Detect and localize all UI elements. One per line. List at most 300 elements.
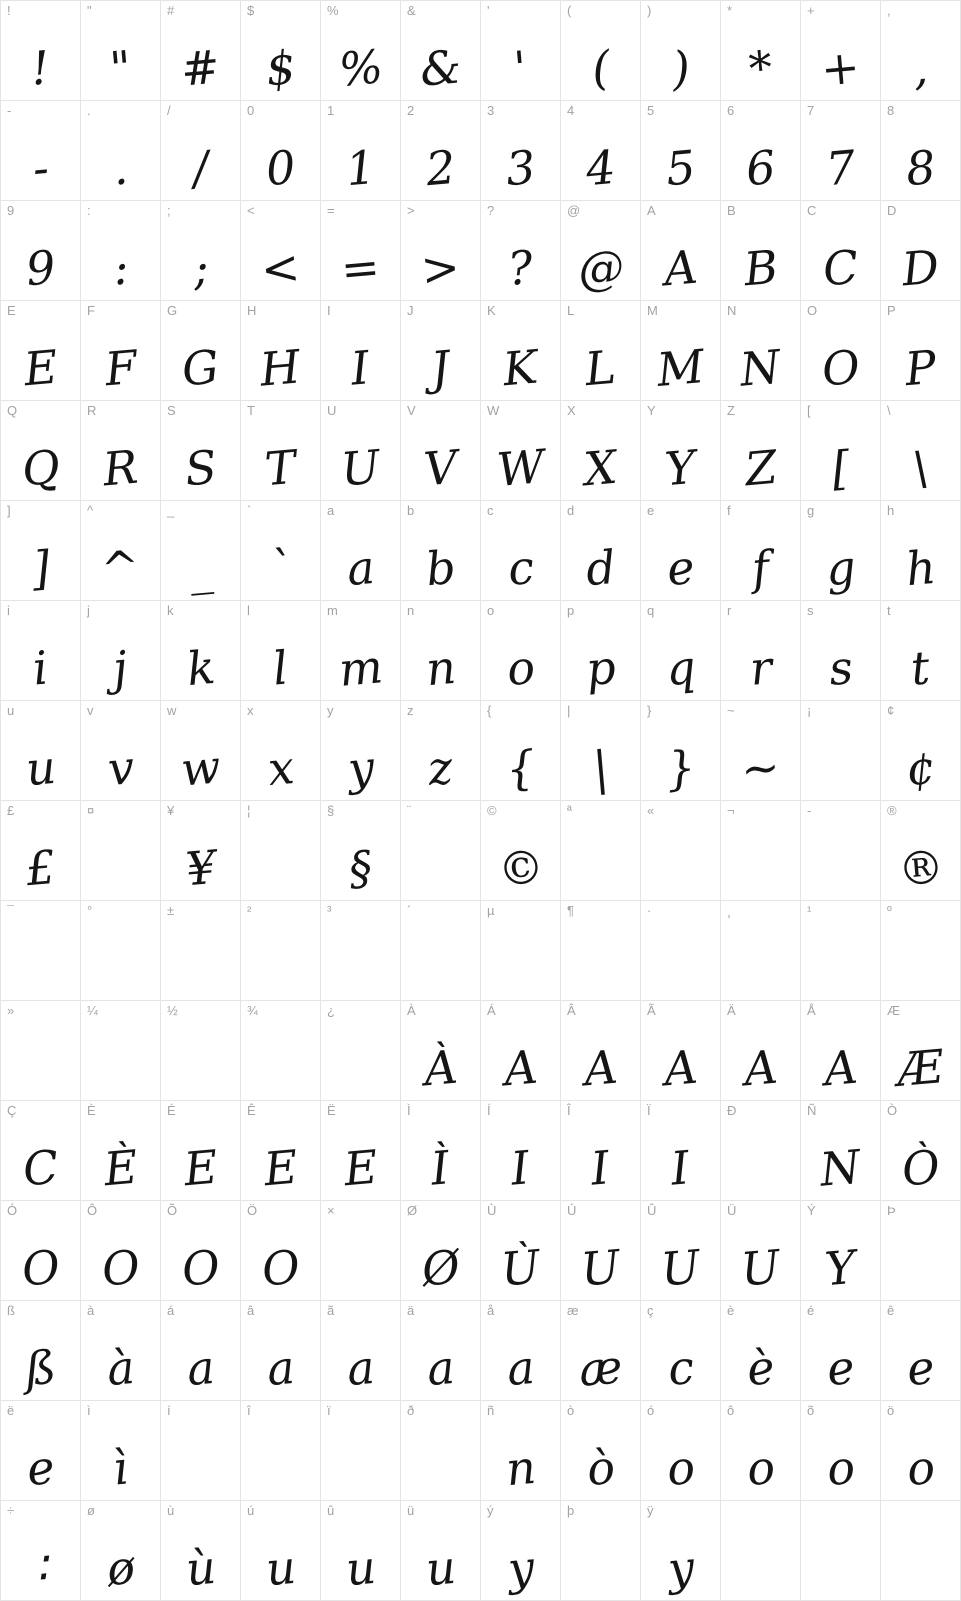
character-code-label: M — [647, 303, 658, 318]
font-glyph: t — [908, 640, 933, 696]
charmap-cell — [641, 901, 721, 1001]
font-glyph: ì — [110, 1440, 131, 1496]
charmap-cell — [721, 101, 801, 201]
character-code-label: Ü — [727, 1203, 737, 1218]
font-glyph: J — [428, 340, 453, 396]
font-glyph: a — [344, 1339, 377, 1397]
font-glyph: ∶ — [32, 1540, 49, 1596]
character-code-label: æ — [567, 1303, 579, 1318]
charmap-cell — [161, 101, 241, 201]
font-glyph: V — [421, 439, 460, 497]
character-code-label: Ö — [247, 1203, 258, 1218]
font-glyph: O — [179, 1239, 222, 1297]
character-code-label: D — [887, 203, 897, 218]
font-glyph: e — [664, 539, 697, 597]
character-code-label: ¡ — [807, 703, 812, 718]
font-glyph: d — [583, 539, 618, 597]
character-code-label: Å — [807, 1003, 816, 1018]
character-code-label: ñ — [487, 1403, 495, 1418]
charmap-cell — [641, 101, 721, 201]
character-code-label: 5 — [647, 103, 655, 118]
font-glyph: 8 — [903, 139, 938, 197]
font-glyph: e — [824, 1339, 857, 1397]
font-glyph: a — [504, 1339, 537, 1397]
charmap-cell — [481, 701, 561, 801]
character-code-label: à — [87, 1303, 95, 1318]
character-code-label: : — [87, 203, 91, 218]
character-code-label: d — [567, 503, 575, 518]
character-code-label: v — [87, 703, 94, 718]
character-code-label: ë — [7, 1403, 15, 1418]
charmap-cell — [561, 1201, 641, 1301]
character-code-label: ç — [647, 1303, 654, 1318]
font-glyph: S — [182, 439, 219, 497]
character-code-label: ½ — [167, 1003, 178, 1018]
character-code-label: ö — [887, 1403, 895, 1418]
character-code-label: ü — [407, 1503, 415, 1518]
charmap-cell — [881, 1001, 961, 1101]
charmap-cell — [801, 301, 881, 401]
font-glyph: a — [184, 1339, 217, 1397]
character-code-label: û — [327, 1503, 335, 1518]
character-code-label: Ô — [87, 1203, 98, 1218]
font-glyph: n — [423, 639, 458, 697]
font-glyph: E — [341, 1139, 380, 1197]
character-code-label: ß — [7, 1303, 15, 1318]
character-code-label: Y — [647, 403, 656, 418]
charmap-cell — [561, 1301, 641, 1401]
character-code-label: î — [247, 1403, 251, 1418]
charmap-cell — [481, 901, 561, 1001]
charmap-cell — [641, 301, 721, 401]
charmap-cell — [641, 501, 721, 601]
font-glyph: E — [261, 1139, 300, 1197]
charmap-cell — [1, 1, 81, 101]
charmap-cell — [321, 401, 401, 501]
font-glyph: O — [99, 1239, 142, 1297]
charmap-cell — [161, 1, 241, 101]
charmap-cell — [481, 501, 561, 601]
charmap-cell — [161, 1301, 241, 1401]
character-code-label: S — [167, 403, 176, 418]
charmap-cell — [321, 101, 401, 201]
font-glyph: E — [21, 339, 60, 397]
character-code-label: C — [807, 203, 817, 218]
charmap-cell — [881, 1201, 961, 1301]
character-code-label: « — [647, 803, 655, 818]
character-code-label: ò — [567, 1403, 575, 1418]
charmap-cell — [801, 401, 881, 501]
character-code-label: e — [647, 503, 655, 518]
charmap-cell — [241, 501, 321, 601]
charmap-cell — [561, 501, 641, 601]
charmap-cell — [801, 1, 881, 101]
font-glyph: è — [744, 1339, 777, 1397]
font-glyph: M — [654, 339, 707, 397]
character-code-label: y — [327, 703, 334, 718]
character-code-label: Ý — [807, 1203, 816, 1218]
character-code-label: U — [327, 403, 337, 418]
font-glyph: e — [904, 1339, 937, 1397]
charmap-cell — [641, 601, 721, 701]
font-glyph: F — [102, 339, 139, 397]
character-code-label: ° — [87, 903, 93, 918]
font-glyph: i — [30, 640, 51, 696]
character-code-label: ] — [7, 503, 11, 518]
charmap-cell — [1, 601, 81, 701]
charmap-cell — [801, 1201, 881, 1301]
character-code-label: Ð — [727, 1103, 737, 1118]
charmap-cell — [401, 701, 481, 801]
charmap-cell — [81, 101, 161, 201]
character-code-label: h — [887, 503, 895, 518]
charmap-cell — [1, 901, 81, 1001]
character-code-label: L — [567, 303, 575, 318]
charmap-cell — [641, 1001, 721, 1101]
font-glyph: 2 — [423, 139, 458, 197]
charmap-cell — [801, 701, 881, 801]
charmap-cell — [561, 1101, 641, 1201]
character-code-label: c — [487, 503, 494, 518]
character-code-label: 4 — [567, 103, 575, 118]
charmap-cell — [721, 1301, 801, 1401]
character-code-label: ÷ — [7, 1503, 15, 1518]
character-code-label: á — [167, 1303, 175, 1318]
character-code-label: 1 — [327, 103, 335, 118]
charmap-cell — [1, 1001, 81, 1101]
font-glyph: # — [178, 39, 223, 97]
character-code-label: ¨ — [407, 803, 412, 818]
character-code-label: Î — [567, 1103, 571, 1118]
character-code-label: ' — [487, 3, 490, 18]
charmap-cell — [481, 201, 561, 301]
font-glyph: m — [336, 639, 385, 697]
character-code-label: G — [167, 303, 178, 318]
font-glyph: a — [264, 1339, 297, 1397]
charmap-cell — [721, 601, 801, 701]
character-code-label: » — [7, 1003, 15, 1018]
character-code-label: ³ — [327, 903, 332, 918]
character-code-label: Æ — [887, 1003, 900, 1018]
charmap-cell — [321, 501, 401, 601]
character-code-label: ( — [567, 3, 572, 18]
character-code-label: z — [407, 703, 414, 718]
font-glyph: A — [661, 239, 700, 297]
charmap-cell — [641, 1201, 721, 1301]
charmap-cell — [801, 801, 881, 901]
character-code-label: ú — [247, 1503, 255, 1518]
character-code-label: Ú — [567, 1203, 577, 1218]
charmap-cell — [321, 1501, 401, 1601]
font-glyph: A — [581, 1039, 620, 1097]
charmap-cell — [721, 1401, 801, 1501]
font-glyph: à — [104, 1339, 137, 1397]
character-code-label: ; — [167, 203, 171, 218]
font-glyph: U — [658, 1239, 703, 1297]
charmap-cell — [481, 1201, 561, 1301]
font-glyph: E — [181, 1139, 220, 1197]
character-code-label: / — [167, 103, 171, 118]
charmap-cell — [641, 201, 721, 301]
charmap-cell — [81, 301, 161, 401]
font-glyph: ] — [29, 540, 52, 596]
charmap-cell — [721, 301, 801, 401]
character-code-label: Í — [487, 1103, 491, 1118]
charmap-cell — [1, 701, 81, 801]
character-code-label: ï — [327, 1403, 331, 1418]
font-glyph: ` — [266, 540, 295, 596]
charmap-cell — [241, 201, 321, 301]
character-code-label: X — [567, 403, 576, 418]
font-glyph: O — [819, 339, 862, 397]
font-glyph: ! — [28, 40, 53, 96]
charmap-cell — [481, 601, 561, 701]
font-glyph: o — [664, 1439, 697, 1497]
font-glyph: Ù — [498, 1239, 543, 1297]
charmap-cell — [881, 401, 961, 501]
character-code-label: [ — [807, 403, 811, 418]
character-code-label: Ê — [247, 1103, 256, 1118]
charmap-cell — [241, 1201, 321, 1301]
charmap-cell — [161, 801, 241, 901]
font-glyph: ¥ — [183, 839, 218, 897]
character-code-label: ² — [247, 903, 252, 918]
charmap-cell — [321, 701, 401, 801]
character-code-label: g — [807, 503, 815, 518]
character-code-label: % — [327, 3, 339, 18]
charmap-cell — [321, 1301, 401, 1401]
font-glyph: & — [417, 39, 464, 97]
character-code-label: Â — [567, 1003, 576, 1018]
charmap-cell — [881, 1101, 961, 1201]
font-glyph: / — [190, 140, 211, 196]
font-glyph: 0 — [263, 139, 298, 197]
font-glyph: Y — [663, 439, 698, 497]
charmap-cell — [561, 701, 641, 801]
character-code-label: x — [247, 703, 254, 718]
character-code-label: f — [727, 503, 731, 518]
character-code-label: $ — [247, 3, 255, 18]
font-glyph: o — [504, 639, 537, 697]
font-glyph: A — [741, 1039, 780, 1097]
character-code-label: ¦ — [247, 803, 251, 818]
font-glyph: 4 — [583, 139, 618, 197]
font-glyph: Ò — [899, 1139, 942, 1197]
charmap-cell — [481, 1401, 561, 1501]
font-glyph: ò — [584, 1439, 617, 1497]
font-glyph: æ — [576, 1339, 625, 1397]
font-glyph: N — [738, 339, 783, 397]
character-code-label: k — [167, 603, 174, 618]
charmap-cell — [481, 1001, 561, 1101]
charmap-cell — [401, 1001, 481, 1101]
charmap-cell — [881, 301, 961, 401]
charmap-cell — [401, 601, 481, 701]
font-glyph: k — [184, 639, 217, 697]
charmap-cell — [721, 1201, 801, 1301]
charmap-cell — [641, 801, 721, 901]
font-glyph: I — [349, 340, 372, 396]
character-code-label: ¼ — [87, 1003, 98, 1018]
charmap-cell — [561, 1401, 641, 1501]
font-glyph: a — [344, 539, 377, 597]
font-glyph: È — [101, 1139, 140, 1197]
charmap-cell — [81, 501, 161, 601]
font-glyph: I — [589, 1140, 612, 1196]
font-glyph: 9 — [23, 239, 58, 297]
character-code-label: ó — [647, 1403, 655, 1418]
font-glyph: ~ — [738, 739, 783, 797]
font-glyph: % — [336, 39, 385, 97]
charmap-cell — [161, 1501, 241, 1601]
font-glyph: c — [665, 1339, 696, 1397]
character-code-label: ¤ — [87, 803, 95, 818]
charmap-cell — [641, 1101, 721, 1201]
font-glyph: ø — [104, 1539, 137, 1597]
character-code-label: Z — [727, 403, 735, 418]
font-glyph: } — [663, 739, 698, 797]
charmap-cell — [81, 701, 161, 801]
charmap-cell — [801, 1401, 881, 1501]
character-code-label: N — [727, 303, 737, 318]
font-glyph: p — [583, 639, 618, 697]
character-code-label: Ò — [887, 1103, 898, 1118]
character-code-label: R — [87, 403, 97, 418]
charmap-cell — [1, 1501, 81, 1601]
charmap-cell — [161, 601, 241, 701]
character-code-label: s — [807, 603, 814, 618]
font-glyph: U — [338, 439, 383, 497]
charmap-cell — [881, 201, 961, 301]
character-code-label: Ñ — [807, 1103, 817, 1118]
charmap-cell — [321, 201, 401, 301]
font-glyph: A — [821, 1039, 860, 1097]
charmap-cell — [881, 1401, 961, 1501]
charmap-cell — [81, 901, 161, 1001]
charmap-cell — [881, 1301, 961, 1401]
character-code-label: é — [807, 1303, 815, 1318]
charmap-cell — [401, 801, 481, 901]
font-glyph: ® — [895, 839, 946, 897]
font-glyph: @ — [575, 239, 626, 297]
charmap-cell — [721, 801, 801, 901]
character-code-label: + — [807, 3, 815, 18]
character-code-label: Û — [647, 1203, 657, 1218]
font-glyph: o — [904, 1439, 937, 1497]
charmap-cell — [241, 1501, 321, 1601]
font-glyph: x — [265, 739, 296, 797]
character-code-label: l — [247, 603, 250, 618]
character-code-label: 6 — [727, 103, 735, 118]
font-glyph: u — [263, 1539, 298, 1597]
font-glyph: Ì — [429, 1140, 452, 1196]
charmap-cell — [321, 301, 401, 401]
charmap-cell — [81, 601, 161, 701]
font-glyph: c — [505, 539, 536, 597]
charmap-cell — [241, 401, 321, 501]
font-glyph: © — [495, 839, 546, 897]
character-code-label: , — [887, 3, 891, 18]
font-glyph: ' — [511, 40, 530, 96]
charmap-cell — [161, 1001, 241, 1101]
charmap-cell — [1, 1301, 81, 1401]
character-code-label: | — [567, 703, 571, 718]
charmap-cell — [321, 1, 401, 101]
font-glyph: Y — [823, 1239, 858, 1297]
character-code-label: É — [167, 1103, 176, 1118]
charmap-cell — [161, 501, 241, 601]
font-glyph: O — [259, 1239, 302, 1297]
character-code-label: ‑ — [807, 803, 812, 818]
character-code-label: O — [807, 303, 818, 318]
font-glyph: U — [578, 1239, 623, 1297]
charmap-cell — [81, 1101, 161, 1201]
character-code-label: K — [487, 303, 496, 318]
charmap-cell — [721, 401, 801, 501]
charmap-cell — [1, 401, 81, 501]
charmap-cell — [401, 201, 481, 301]
character-code-label: ô — [727, 1403, 735, 1418]
charmap-cell — [241, 901, 321, 1001]
charmap-cell — [161, 1201, 241, 1301]
font-glyph: T — [262, 439, 299, 497]
font-glyph: K — [501, 339, 540, 397]
font-glyph: ù — [183, 1539, 218, 1597]
character-code-label: 0 — [247, 103, 255, 118]
character-code-label: b — [407, 503, 415, 518]
font-glyph: j — [111, 640, 130, 696]
character-code-label: " — [87, 3, 92, 18]
font-glyph: o — [824, 1439, 857, 1497]
charmap-cell — [161, 201, 241, 301]
character-code-label: ä — [407, 1303, 415, 1318]
charmap-cell — [1, 301, 81, 401]
character-code-label: ÿ — [647, 1503, 654, 1518]
character-code-label: o — [487, 603, 495, 618]
charmap-cell — [401, 1, 481, 101]
character-code-label: ) — [647, 3, 652, 18]
charmap-cell — [641, 1, 721, 101]
character-code-label: í — [167, 1403, 171, 1418]
charmap-cell — [881, 1, 961, 101]
font-glyph: 3 — [503, 139, 538, 197]
character-code-label: å — [487, 1303, 495, 1318]
charmap-cell — [881, 101, 961, 201]
character-code-label: ~ — [727, 703, 735, 718]
font-glyph: 5 — [663, 139, 698, 197]
font-glyph: u — [343, 1539, 378, 1597]
character-code-label: Ì — [407, 1103, 411, 1118]
font-glyph: P — [902, 339, 939, 397]
charmap-cell — [161, 901, 241, 1001]
character-code-label: # — [167, 3, 175, 18]
character-code-label: Q — [7, 403, 18, 418]
character-code-label: H — [247, 303, 257, 318]
font-glyph: Ø — [419, 1239, 462, 1297]
charmap-cell — [881, 801, 961, 901]
charmap-cell — [481, 1, 561, 101]
charmap-cell — [1, 801, 81, 901]
charmap-cell — [241, 301, 321, 401]
font-glyph: Æ — [895, 1039, 946, 1097]
character-code-label: µ — [487, 903, 495, 918]
charmap-cell — [241, 1001, 321, 1101]
character-code-label: P — [887, 303, 896, 318]
character-code-label: ` — [247, 503, 252, 518]
font-glyph: § — [346, 840, 375, 896]
font-glyph: £ — [23, 839, 58, 897]
charmap-cell — [241, 601, 321, 701]
